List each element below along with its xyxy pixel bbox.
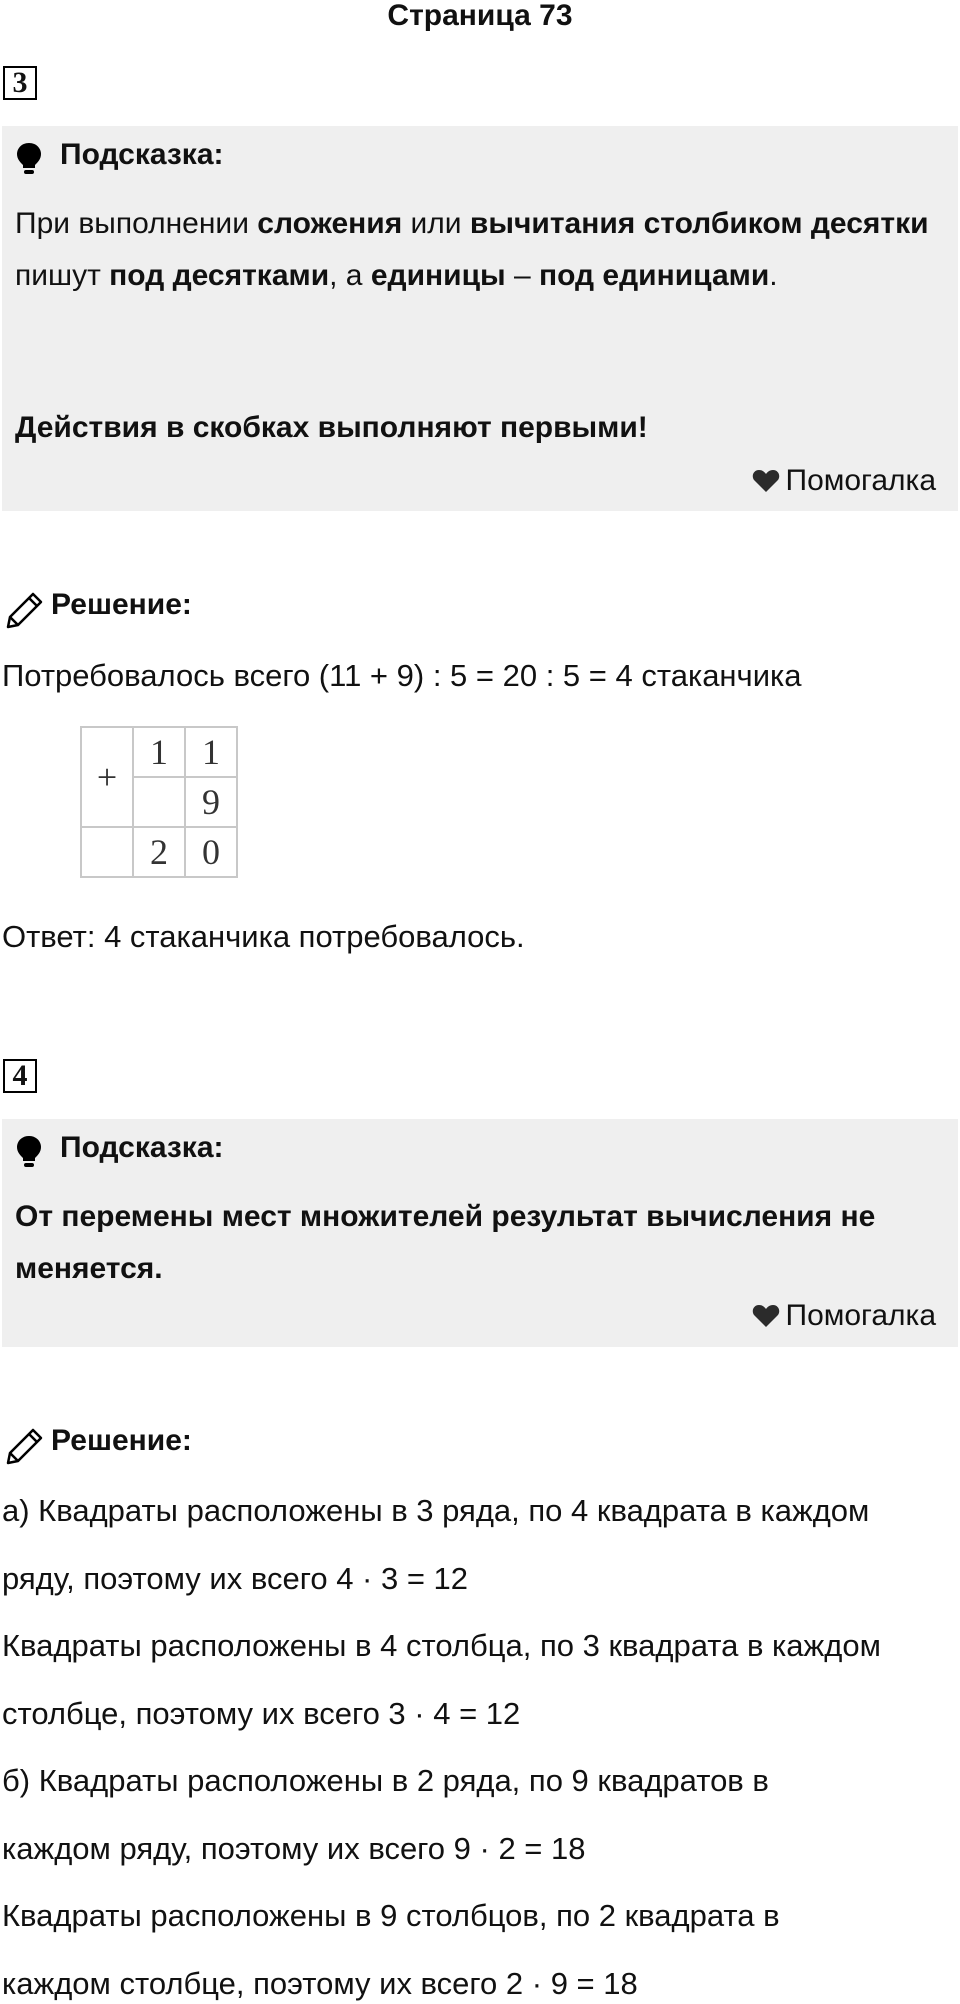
brand-label: Помогалка (785, 1299, 936, 1332)
pencil-icon (5, 1426, 45, 1474)
solution-line: Квадраты расположены в 4 столбца, по 3 квадрата в каждом (2, 1628, 881, 1663)
hint-box-3 (2, 126, 958, 511)
solution-line: а) Квадраты расположены в 3 ряда, по 4 квадрата в каждом (2, 1493, 870, 1528)
sum-cell: 0 (185, 827, 237, 877)
heart-icon (752, 1304, 780, 1328)
lightbulb-icon (16, 1135, 42, 1177)
digit-cell (133, 777, 185, 827)
solution-line: ряду, поэтому их всего 4 · 3 = 12 (2, 1561, 469, 1596)
lightbulb-icon (16, 142, 42, 184)
hint-text-run: под единицами (539, 259, 770, 292)
brand-label: Помогалка (785, 464, 936, 497)
hint-text-run: единицы (370, 259, 506, 292)
solution-label: Решение: (51, 588, 192, 621)
hint-text-run: . (769, 259, 778, 292)
digit-cell: 1 (133, 727, 185, 777)
brand-link[interactable] (752, 1299, 937, 1333)
hint-rule: Действия в скобках выполняют первыми! (15, 411, 648, 444)
digit-cell: 9 (185, 777, 237, 827)
solution-line: Квадраты расположены в 9 столбцов, по 2 квадрата в (2, 1898, 780, 1933)
solution-label: Решение: (51, 1424, 192, 1457)
hint-text-run: – (505, 259, 539, 292)
heart-icon (752, 469, 780, 493)
digit-cell (81, 827, 133, 877)
hint-text-run (803, 207, 811, 240)
digit-cell: 1 (185, 727, 237, 777)
hint-text-run: пишут (15, 259, 110, 292)
page-title: Страница 73 (387, 0, 573, 32)
solution-line: каждом ряду, поэтому их всего 9 · 2 = 18 (2, 1831, 586, 1866)
hint-text-run: вычитания столбиком (469, 207, 803, 240)
brand-link[interactable] (752, 464, 937, 498)
task-number-3: 3 (3, 66, 37, 100)
hint-text-run: под десятками (109, 259, 330, 292)
hint-label: Подсказка: (60, 138, 224, 171)
hint-text-run: сложения (257, 207, 403, 240)
hint-rule: От перемены мест множителей результат вычисления не меняется. (15, 1200, 876, 1285)
column-addition (80, 726, 238, 878)
answer-line: Ответ: 4 стаканчика потребовалось. (2, 919, 525, 954)
solution-line: б) Квадраты расположены в 2 ряда, по 9 квадратов в (2, 1763, 769, 1798)
pencil-icon (5, 590, 45, 638)
sum-cell: 2 (133, 827, 185, 877)
hint-label: Подсказка: (60, 1131, 224, 1164)
task-number-4: 4 (3, 1059, 37, 1093)
hint-text-run: десятки (810, 207, 929, 240)
solution-line: каждом столбце, поэтому их всего 2 · 9 = 18 (2, 1966, 638, 2001)
solution-line: столбце, поэтому их всего 3 · 4 = 12 (2, 1696, 521, 1731)
plus-sign: + (81, 727, 133, 827)
hint-text-run: , а (329, 259, 371, 292)
hint-text-run: При выполнении (15, 207, 258, 240)
hint-text-run: или (402, 207, 470, 240)
hint-paragraph (15, 198, 946, 302)
hint-box-4 (2, 1119, 958, 1347)
solution-line: Потребовалось всего (11 + 9) : 5 = 20 : 5 = 4 стаканчика (2, 658, 802, 693)
